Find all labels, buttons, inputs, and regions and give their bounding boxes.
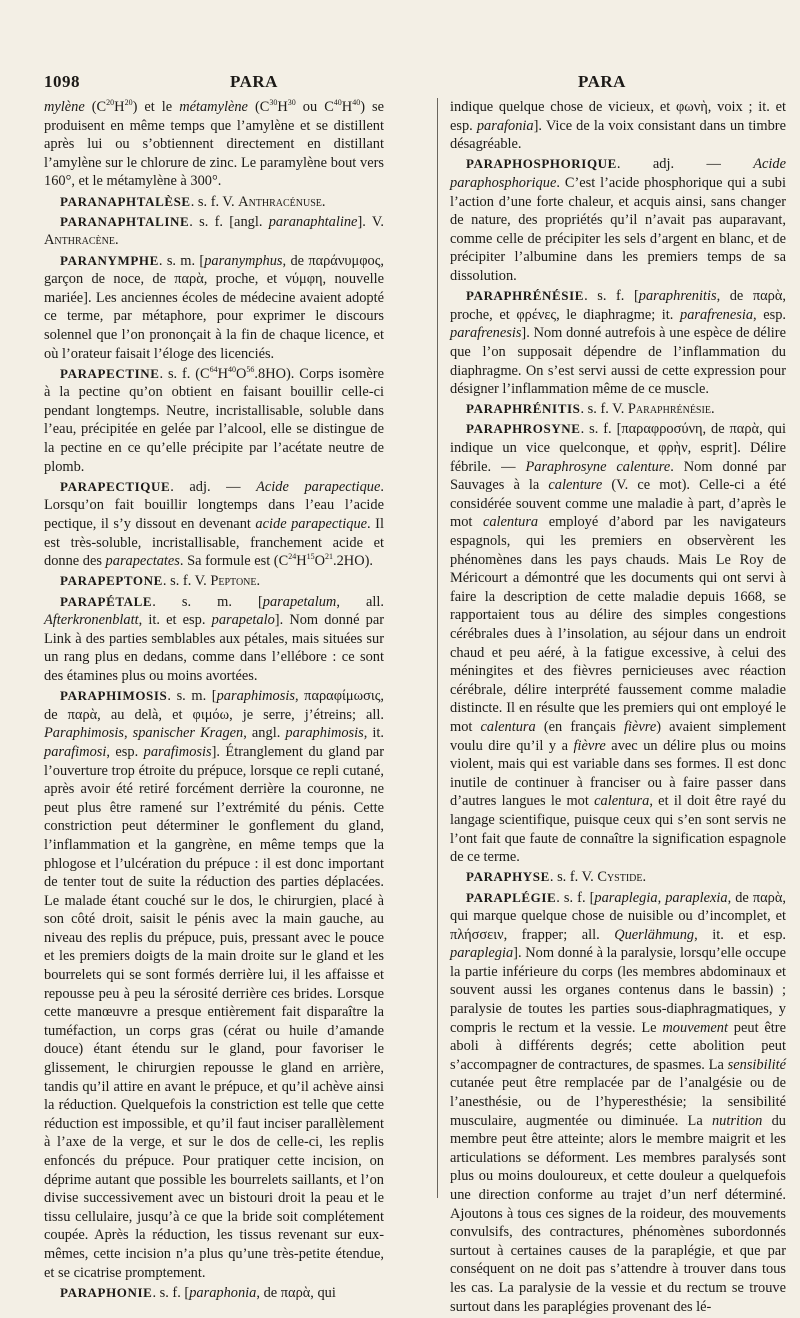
entry-continuation: mylène $(C^{20}H^{20})$ et le métamylène ($C^{30}H^{30}$ ou $C^{40}H^{40}$) se produisent en même temps que l’amylène et se distillent après lui ou s’obtiennent directement en distillant l’amylène sur le chlorure de zinc. Le paramylène bout vers 160°, et le métamylène à 300°.	[44, 98, 385, 190]
dictionary-entry: PARAPECTIQUE. adj. — Acide parapectique. Lorsqu’on fait bouillir longtemps dans l’eau l’acide pectique, il s’y dissout en devenant acide parapectique. Il est très-soluble, incristallisable, franchement acide et donne des parapectates. Sa formule est $(C^{24}H^{15}O^{21}.2HO)$.	[44, 478, 384, 570]
dictionary-entry: PARAPHRÉNÉSIE. s. f. [paraphrenitis, de παρὰ, proche, et φρένες, le diaphragme; it. parafrenesia, esp. parafrenesis]. Nom donné autrefois à une espèce de délire que l’on supposait dépendre de l’inflammation du diaphragme. On s’est servi aussi de cette expression pour désigner l’inflammation même de ce muscle.	[450, 288, 787, 398]
dictionary-entry: PARAPHIMOSIS. s. m. [paraphimosis, παραφίμωσις, de παρὰ, au delà, et φιμόω, je serre, j’étreins; all. Paraphimosis, spanischer Kragen, angl. paraphimosis, it. parafimosi, esp. parafimosis]. Étranglement du gland par l’ouverture trop étroite du prépuce, lorsque ce repli cutané, après avoir été retiré forcément derrière la couronne, ne peut plus être ramené sur l’extrémité du pénis. Cette constriction peut déterminer le gonflement du gland, l’inflammation et la gangrène, en même temps que la phlogose et l’ulcération du prépuce : il est donc important de tenter tout de suite la réduction des parties déplacées. Le malade étant couché sur le dos, le chirurgien, placé à son côté droit, saisit le pénis avec la main gauche, au niveau des replis du prépuce, puis, pressant avec le pouce et les premiers doigts de la main droite sur le gland et les bourrelets qui se sont formés derrière lui, il les affaisse et repousse peu à peu la sérosité derrière ces brides. Lorsque cette manœuvre a presque entièrement fait disparaître la tuméfaction, un corps gras (cérat ou huile d’amande douce) étant étendu sur le gland, pour favoriser le glissement, le chirurgien repousse le gland en arrière, tandis qu’il attire en avant le prépuce, et qu’il achève ainsi la réduction. Quelquefois la constriction est telle que cette réduction est impossible, et qu’il faut inciser parallèlement à l’axe de la verge, et sur le dos de celle-ci, les replis enfoncés du prépuce. Pour pratiquer cette incision, on déprime autant que possible les bourrelets saillants, et l’on divise successivement avec un bistouri droit la peau et le tissu cellulaire, jusqu’à ce que la bride soit complétement coupée. Après la réduction, les tissus revenant sur eux-mêmes, cette incision n’a plus qu’une très-petite étendue, et se cicatrise promptement.	[44, 688, 385, 1281]
dictionary-entry: PARAPHONIE. s. f. [paraphonia, de παρὰ, qui	[60, 1284, 336, 1301]
page-number: 1098	[44, 72, 80, 91]
right-column	[450, 98, 786, 1318]
dictionary-entry: PARANYMPHE. s. m. [paranymphus, de παράνυμφος, garçon de noce, de παρὰ, proche, et νύμφη, nouvelle mariée]. Les anciennes écoles de médecine avaient adopté ce terme, par métaphore, pour exprimer le discours solennel que l’on prononçait à la fin de chaque licence, et où l’orateur faisait l’éloge des licenciés.	[44, 252, 384, 362]
dictionary-entry: PARANAPHTALÈSE. s. f. V. Anthracénuse.	[60, 193, 326, 210]
dictionary-entry: PARANAPHTALINE. s. f. [angl. paranaphtaline]. V. Anthracène.	[44, 213, 384, 249]
column-divider	[437, 98, 438, 1198]
entry-continuation: indique quelque chose de vicieux, et φωνὴ, voix ; it. et esp. parafonia]. Vice de la voix consistant dans un timbre désagréable.	[450, 99, 786, 153]
dictionary-entry: PARAPECTINE. s. f. $(C^{64}H^{40}O^{56}.8HO)$. Corps isomère à la pectine qu’on obtient en faisant bouillir celle-ci pendant longtemps. Neutre, incristallisable, soluble dans l’eau, précipitée en gelée par l’alcool, elle se distingue de la pectine en ce qu’elle précipite par l’acétate neutre de plomb.	[44, 364, 384, 475]
dictionary-entry: PARAPHRÉNITIS. s. f. V. Paraphrénésie.	[466, 401, 715, 418]
dictionary-entry: PARAPHYSE. s. f. V. Cystide.	[466, 869, 647, 886]
left-running-head: PARA	[230, 72, 278, 91]
dictionary-entry: PARAPHROSYNE. s. f. [παραφροσύνη, de παρὰ, qui indique un vice quelconque, et φρὴν, esprit]. Délire fébrile. — Paraphrosyne calenture. Nom donné par Sauvages à la calenture (V. ce mot). Celle-ci a été considérée souvent comme une maladie à part, d’après le mot calentura employé d’abord par les navigateurs espagnols, qui les premiers en observèrent les phénomènes dans les pays chauds. Mais Le Roy de Méricourt a démontré que les documents qui ont servi à faire la description de cette maladie depuis 1668, se rapportaient tous au délire des simples congestions cérébrales dues à l’insolation, au séjour dans un endroit chaud et peu aéré, à la fatigue excessive, à celui des méningites et des fièvres pernicieuses avec réaction cérébrale, délire interprété faussement comme maladie distincte. Il en résulte que les premiers qui ont employé le mot calentura (en français fièvre) avaient simplement voulu dire qu’il y a fièvre avec un délire plus ou moins violent, mais qui est variable dans ses formes. Il est donc inutile de continuer à franciser ou à faire passer dans d’autres langues le mot calentura, et il doit être rayé du langage scientifique, puisque ceux qui s’en sont servis ne l’ont fait que faute de connaître la signification espagnole de ce terme.	[450, 421, 787, 866]
dictionary-entry: PARAPHOSPHORIQUE. adj. — Acide paraphosphorique. C’est l’acide phosphorique qui a subi l’action d’une forte chaleur, et acquis ainsi, sans changer de nature, des propriétés qu’il n’avait pas auparavant, comme celle de précipiter les sels d’argent en blanc, et de précipiter l’albumine dans les premiers temps de sa dissolution.	[450, 156, 786, 284]
dictionary-entry: PARAPÉTALE. s. m. [parapetalum, all. Afterkronenblatt, it. et esp. parapetalo]. Nom donné par Link à des parties semblables aux pétales, mais situées sur un rang plus en dedans, comme dans l’ellébore : ce sont des étamines plus ou moins avortées.	[44, 593, 384, 684]
dictionary-entry: PARAPLÉGIE. s. f. [paraplegia, paraplexia, de παρὰ, qui marque quelque chose de nuisible ou d’incomplet, et πλήσσειν, frapper; all. Querlähmung, it. et esp. paraplegia]. Nom donné à la paralysie, lorsqu’elle occupe la partie inférieure du corps (les membres abdominaux et souvent aussi les organes contenus dans le bassin) ; paralysie de toutes les parties sous-diaphragmatiques, y compris le rectum et la vessie. Le mouvement peut être aboli à différents degrés; cette abolition peut s’accompagner de contractures, de spasmes. La sensibilité cutanée peut être remplacée par de l’analgésie ou de l’anesthésie, ou de l’hyperesthésie; la sensibilité musculaire, augmentée ou diminuée. La nutrition du membre peut être atteinte; alors le membre maigrit et les articulations se déforment. Les membres paralysés sont plus ou moins douloureux, et cette douleur a quelquefois une direction conforme au trajet d’un nerf déterminé. Ajoutons à tous ces signes de la roideur, des mouvements convulsifs, des contractures, phénomènes subordonnés surtout à certaines causes de la paraplégie, et que par conséquent on ne doit pas s’attendre à trouver dans tous les cas. La paralysie de la vessie et du rectum se trouve surtout dans les paraplégies provenant des lé-	[450, 889, 786, 1315]
left-column	[44, 98, 384, 1304]
dictionary-entry: PARAPEPTONE. s. f. V. Peptone.	[60, 573, 261, 590]
right-running-head: PARA	[578, 72, 626, 91]
